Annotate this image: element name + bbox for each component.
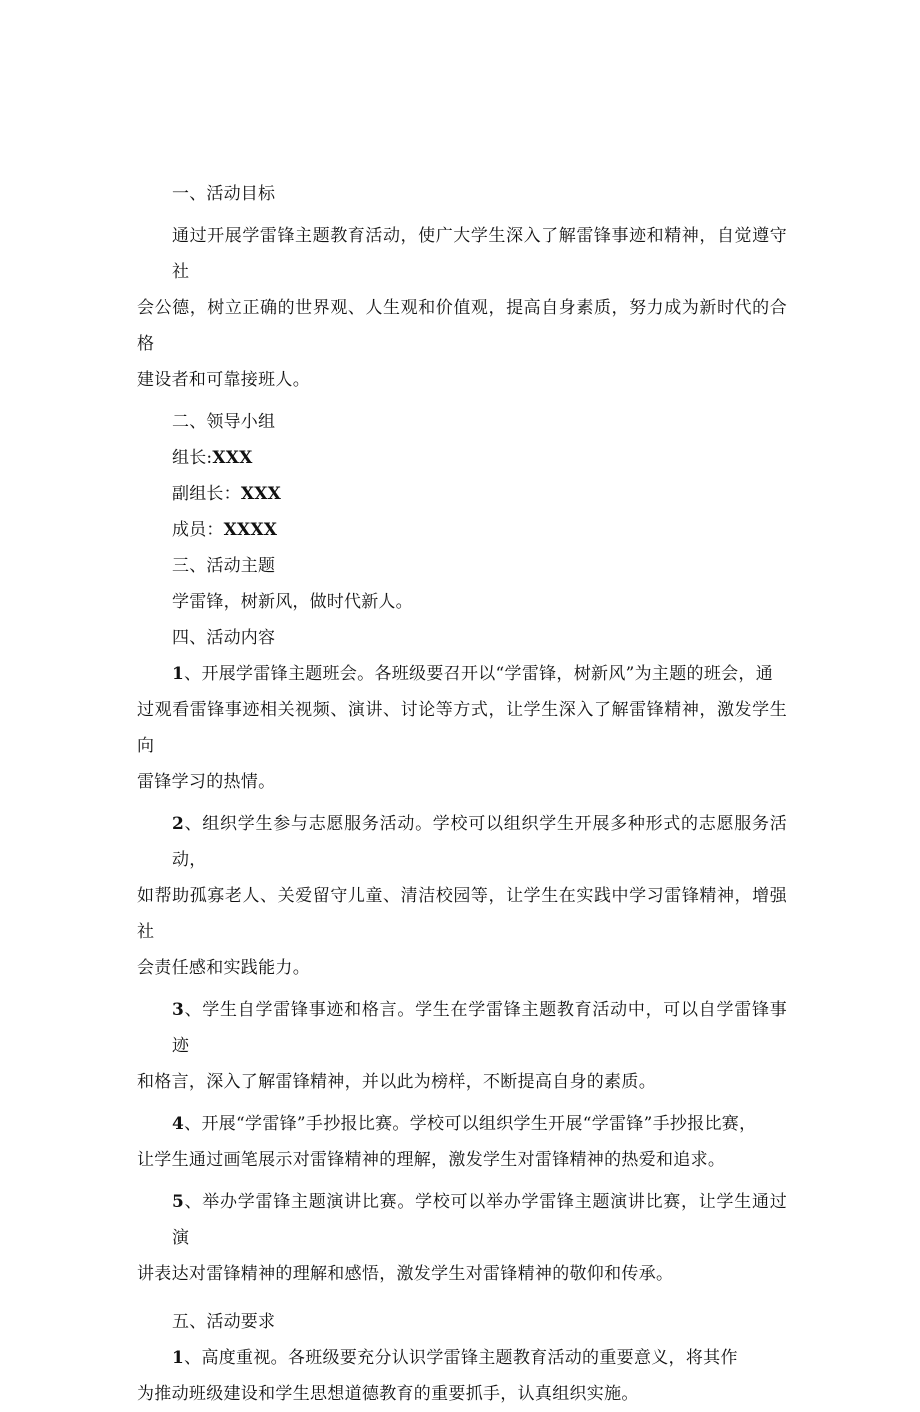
paragraph-line: 雷锋学习的热情。 [137, 772, 276, 792]
paragraph-line: 为推动班级建设和学生思想道德教育的重要抓手，认真组织实施。 [137, 1384, 639, 1404]
paragraph-line: 和格言，深入了解雷锋精神，并以此为榜样，不断提高自身的素质。 [137, 1072, 656, 1092]
content-item-5 [137, 1184, 787, 1292]
item-text: 、高度重视。各班级要充分认识学雷锋主题教育活动的重要意义，将其作 [184, 1348, 738, 1368]
item-number: 1 [172, 664, 185, 684]
item-number: 5 [172, 1192, 185, 1212]
item-text: 、学生自学雷锋事迹和格言。学生在学雷锋主题教育活动中，可以自学雷锋事迹 [172, 1000, 787, 1056]
paragraph-line: 如帮助孤寡老人、关爱留守儿童、清洁校园等，让学生在实践中学习雷锋精神，增强社 [137, 886, 787, 942]
deputy-leader-row [137, 482, 787, 506]
item-text: 、开展“学雷锋”手抄报比赛。学校可以组织学生开展“学雷锋”手抄报比赛， [184, 1114, 757, 1134]
document-body [137, 182, 787, 1412]
paragraph-line: 通过开展学雷锋主题教育活动，使广大学生深入了解雷锋事迹和精神，自觉遵守社 [172, 226, 787, 282]
theme-text: 学雷锋，树新风，做时代新人。 [172, 592, 413, 612]
item-number: 2 [172, 814, 185, 834]
section-heading-leadership: 二、领导小组 [172, 412, 276, 432]
item-number: 1 [172, 1348, 185, 1368]
paragraph-line: 建设者和可靠接班人。 [137, 370, 310, 390]
paragraph-line: 讲表达对雷锋精神的理解和感悟，激发学生对雷锋精神的敬仰和传承。 [137, 1264, 674, 1284]
content-item-4 [137, 1106, 787, 1178]
paragraph-line [137, 806, 787, 878]
item-number: 3 [172, 1000, 185, 1020]
members-row [137, 518, 787, 542]
section-heading-content: 四、活动内容 [172, 628, 276, 648]
paragraph-line: 会责任感和实践能力。 [137, 958, 310, 978]
content-item-3 [137, 992, 787, 1100]
paragraph-line: 让学生通过画笔展示对雷锋精神的理解，激发学生对雷锋精神的热爱和追求。 [137, 1150, 726, 1170]
goals-paragraph [137, 218, 787, 398]
requirement-item-1 [137, 1340, 787, 1412]
content-item-1 [137, 656, 787, 800]
section-heading-requirements: 五、活动要求 [172, 1312, 276, 1332]
paragraph-line [137, 1106, 787, 1142]
members-label: 成员： [172, 520, 224, 540]
paragraph-line [137, 992, 787, 1064]
item-text: 、开展学雷锋主题班会。各班级要召开以“学雷锋，树新风”为主题的班会，通 [184, 664, 774, 684]
leader-value: XXX [212, 448, 253, 468]
paragraph-line [137, 656, 787, 692]
item-text: 、举办学雷锋主题演讲比赛。学校可以举办学雷锋主题演讲比赛，让学生通过演 [172, 1192, 787, 1248]
item-number: 4 [172, 1114, 185, 1134]
paragraph-line [137, 1184, 787, 1256]
leader-row [137, 446, 787, 470]
paragraph-line [137, 1340, 787, 1376]
deputy-leader-label: 副组长： [172, 484, 241, 504]
members-value: XXXX [223, 520, 278, 540]
section-heading-theme: 三、活动主题 [172, 556, 276, 576]
paragraph-line: 过观看雷锋事迹相关视频、演讲、讨论等方式，让学生深入了解雷锋精神，激发学生向 [137, 700, 787, 756]
content-item-2 [137, 806, 787, 986]
leader-label: 组长: [172, 448, 213, 468]
section-heading-goals: 一、活动目标 [172, 184, 276, 204]
paragraph-line: 会公德，树立正确的世界观、人生观和价值观，提高自身素质，努力成为新时代的合格 [137, 298, 787, 354]
item-text: 、组织学生参与志愿服务活动。学校可以组织学生开展多种形式的志愿服务活动， [172, 814, 787, 870]
deputy-leader-value: XXX [240, 484, 281, 504]
